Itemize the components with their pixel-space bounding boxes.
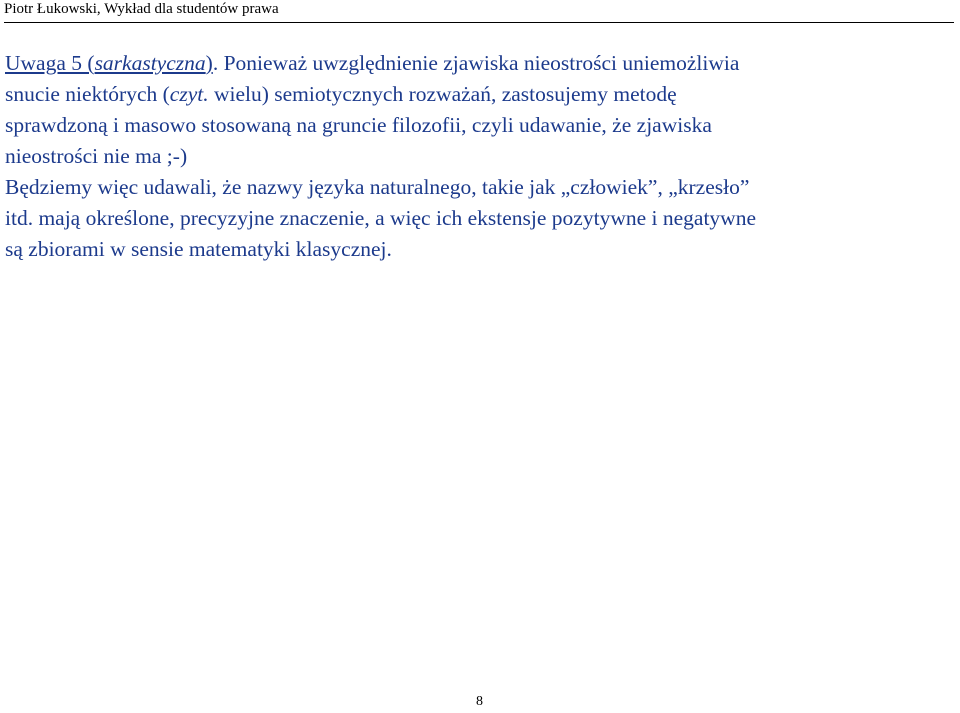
remark-label: Uwaga 5 (sarkastyczna) [5, 51, 213, 75]
statement-line-1: Będziemy więc udawali, że nazwy języka naturalnego, takie jak „człowiek”, „krzesło” [5, 175, 750, 199]
remark-line-2: snucie niektórych (czyt. wielu) semiotycznych rozważań, zastosujemy metodę [5, 82, 677, 106]
running-header: Piotr Łukowski, Wykład dla studentów prawa [4, 1, 279, 17]
statement-paragraph [5, 172, 756, 265]
statement-line-2: itd. mają określone, precyzyjne znaczenie, a więc ich ekstensje pozytywne i negatywne [5, 206, 756, 230]
remark-line-4: nieostrości nie ma ;-) [5, 144, 188, 168]
remark-line-3: sprawdzoną i masowo stosowaną na gruncie filozofii, czyli udawanie, że zjawiska [5, 113, 712, 137]
remark-line-1 [5, 48, 739, 79]
sarcastic-remark-paragraph [5, 48, 739, 172]
remark-text-1: . Ponieważ uwzględnienie zjawiska nieostrości uniemożliwia [212, 51, 740, 75]
page-number: 8 [476, 694, 483, 709]
header-divider [4, 22, 954, 23]
statement-line-3: są zbiorami w sensie matematyki klasycznej. [5, 237, 392, 261]
